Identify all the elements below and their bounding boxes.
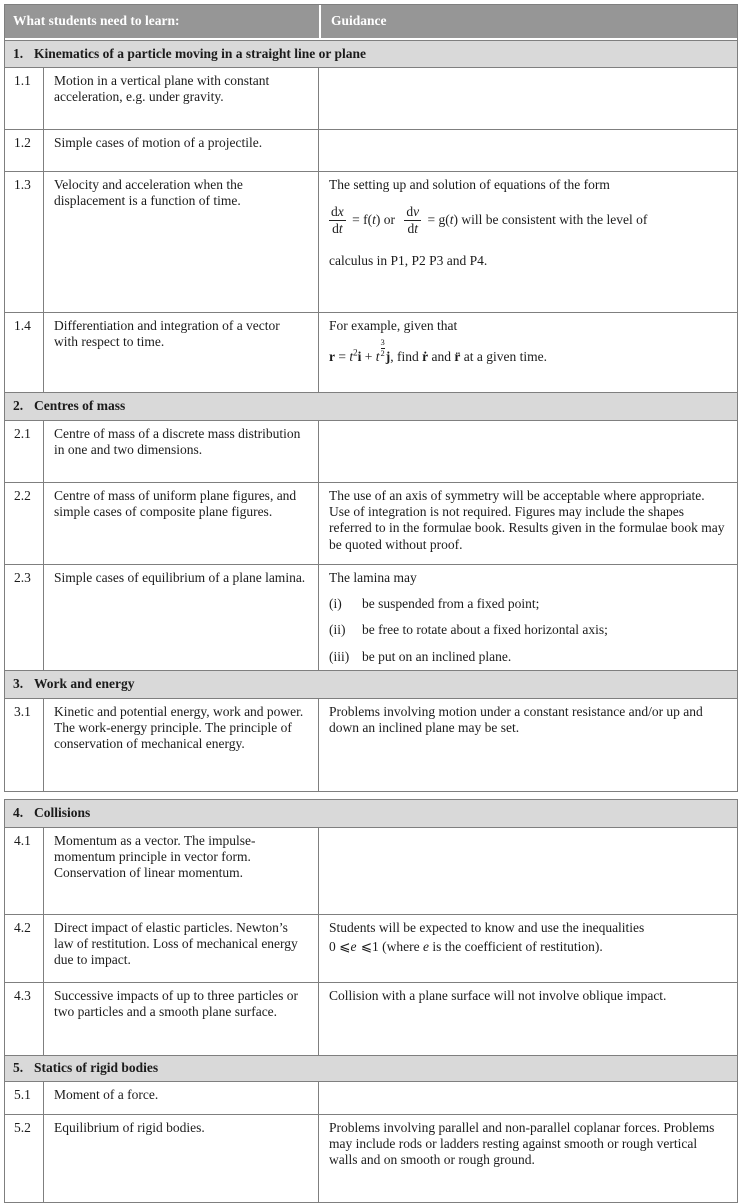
guidance-cell: Problems involving motion under a constant resistance and/or up and down an inclined plane may be set. (329, 703, 703, 735)
section-row-work-and-energy (5, 670, 737, 698)
learning-table-1 (4, 4, 738, 792)
math-text: + (364, 349, 373, 365)
math-text: = g( (427, 211, 450, 227)
guidance-cell (319, 1082, 737, 1114)
leq-slanted-symbol: ⩽ (339, 938, 351, 955)
guidance-cell (319, 130, 737, 171)
section-number: 2. (13, 398, 24, 414)
math-text: ) will be consistent with the level of (453, 211, 648, 227)
section-title: Collisions (34, 805, 91, 821)
guidance-cell (319, 915, 737, 982)
math-var: t (449, 211, 454, 227)
ref-cell: 5.1 (5, 1082, 44, 1114)
guidance-cell: Problems involving parallel and non-parallel coplanar forces. Problems may include rods or ladders resting against smooth or rough vertical walls and on smooth or rough ground. (329, 1119, 715, 1168)
row-2-3 (5, 564, 737, 670)
section-row-centres-of-mass (5, 392, 737, 420)
row-4-3 (5, 982, 737, 1055)
fraction-dv-dt: $\frac{dv}{dt}$ (406, 204, 420, 237)
section-title: Statics of rigid bodies (34, 1060, 159, 1076)
list-text: be suspended from a fixed point; (362, 596, 540, 612)
ref-cell: 1.1 (5, 68, 44, 129)
math-r-dot: ṙ (422, 349, 429, 365)
section-number: 4. (13, 805, 24, 821)
math-vector-r: r (329, 349, 335, 365)
row-1-4 (5, 312, 737, 392)
row-5-2 (5, 1114, 737, 1202)
ref-cell: 2.1 (5, 421, 44, 482)
row-1-3 (5, 171, 737, 312)
learn-cell: Differentiation and integration of a vector with respect to time. (44, 313, 319, 392)
ref-cell: 4.1 (5, 828, 44, 914)
list-text: be put on an inclined plane. (362, 648, 512, 664)
math-var-e: e (350, 938, 357, 954)
list-label: (ii) (329, 622, 346, 638)
math-var: t (349, 349, 354, 365)
math-text: = (338, 349, 346, 365)
learn-cell: Simple cases of equilibrium of a plane lamina. (44, 565, 319, 670)
learning-table-2 (4, 799, 738, 1203)
math-text: ) or (375, 211, 395, 227)
ref-cell: 2.3 (5, 565, 44, 670)
guidance-text: calculus in P1, P2 P3 and P4. (329, 252, 488, 268)
learn-cell: Motion in a vertical plane with constant acceleration, e.g. under gravity. (44, 68, 319, 129)
section-title: Work and energy (34, 676, 135, 692)
ref-cell: 1.4 (5, 313, 44, 392)
table-header-row (5, 5, 737, 40)
column-header-guidance: Guidance (319, 5, 737, 38)
math-text: is the coefficient of restitution). (429, 938, 603, 954)
guidance-cell (319, 172, 737, 312)
learn-cell: Velocity and acceleration when the displacement is a function of time. (44, 172, 319, 312)
section-title: Kinematics of a particle moving in a straight line or plane (34, 45, 366, 61)
guidance-cell (319, 68, 737, 129)
math-var: t (372, 211, 376, 227)
guidance-cell (319, 828, 737, 914)
row-4-1 (5, 827, 737, 914)
guidance-inequality (329, 939, 725, 955)
guidance-text: The setting up and solution of equations of the form (329, 177, 610, 192)
math-r-double-dot: r̈ (454, 349, 461, 365)
section-number: 5. (13, 1060, 24, 1076)
learn-cell: Simple cases of motion of a projectile. (44, 130, 319, 171)
learn-cell: Kinetic and potential energy, work and power. The work-energy principle. The principle of conservation of mechanical energy. (44, 699, 319, 791)
math-text: 1 (where (372, 938, 424, 954)
section-row-kinematics (5, 40, 737, 67)
ref-cell: 3.1 (5, 699, 44, 791)
row-4-2 (5, 914, 737, 982)
learn-cell: Direct impact of elastic particles. Newton’s law of restitution. Loss of mechanical energy due to impact. (44, 915, 319, 982)
ref-cell: 1.3 (5, 172, 44, 312)
math-var-e: e (423, 938, 430, 954)
learn-cell: Centre of mass of a discrete mass distribution in one and two dimensions. (44, 421, 319, 482)
guidance-list-item (329, 649, 725, 665)
math-text: 0 (329, 938, 340, 954)
guidance-text: The lamina may (329, 570, 417, 585)
math-exponent: 2 (353, 347, 358, 358)
ref-cell: 4.3 (5, 983, 44, 1055)
section-number: 3. (13, 676, 24, 692)
math-text: = f( (352, 211, 373, 227)
list-text: be free to rotate about a fixed horizontal axis; (362, 622, 608, 638)
learn-cell: Centre of mass of uniform plane figures, and simple cases of composite plane figures. (44, 483, 319, 564)
section-title: Centres of mass (34, 398, 126, 414)
row-2-1 (5, 420, 737, 482)
list-label: (i) (329, 596, 342, 612)
math-exponent-fraction: $\frac{3}{2}$ (380, 337, 385, 359)
leq-slanted-symbol: ⩽ (356, 938, 373, 955)
guidance-text: Students will be expected to know and use the inequalities (329, 919, 645, 935)
guidance-equation (329, 205, 725, 236)
guidance-equation (329, 338, 725, 365)
guidance-cell: The use of an axis of symmetry will be acceptable where appropriate. Use of integration is not required. Figures may include the shapes referred to in the formulae book. Results given in the formulae book may be quoted without proof. (329, 488, 725, 552)
guidance-text: and (431, 349, 452, 365)
guidance-cell (319, 565, 737, 670)
column-header-learn: What students need to learn: (13, 13, 180, 29)
section-row-collisions (5, 800, 737, 827)
math-vector-j: j (385, 349, 391, 365)
row-2-2 (5, 482, 737, 564)
section-row-statics (5, 1055, 737, 1081)
guidance-text: For example, given that (329, 318, 458, 333)
guidance-text: at a given time. (463, 349, 548, 365)
section-number: 1. (13, 45, 24, 61)
guidance-list-item (329, 596, 725, 612)
learn-cell: Moment of a force. (44, 1082, 319, 1114)
ref-cell: 4.2 (5, 915, 44, 982)
guidance-cell: Collision with a plane surface will not involve oblique impact. (329, 987, 667, 1003)
guidance-cell (319, 313, 737, 392)
guidance-text: , find (390, 349, 419, 365)
math-vector-i: i (357, 349, 362, 365)
ref-cell: 5.2 (5, 1115, 44, 1202)
learn-cell: Momentum as a vector. The impulse-momentum principle in vector form. Conservation of linear momentum. (44, 828, 319, 914)
row-1-1 (5, 67, 737, 129)
fraction-dx-dt: $\frac{dx}{dt}$ (331, 204, 344, 237)
guidance-cell (319, 421, 737, 482)
row-5-1 (5, 1081, 737, 1114)
math-var: t (375, 349, 380, 365)
ref-cell: 2.2 (5, 483, 44, 564)
row-3-1 (5, 698, 737, 791)
learn-cell: Equilibrium of rigid bodies. (44, 1115, 319, 1202)
ref-cell: 1.2 (5, 130, 44, 171)
row-1-2 (5, 129, 737, 171)
guidance-list-item (329, 622, 725, 638)
learn-cell: Successive impacts of up to three particles or two particles and a smooth plane surface. (44, 983, 319, 1055)
list-label: (iii) (329, 648, 350, 664)
